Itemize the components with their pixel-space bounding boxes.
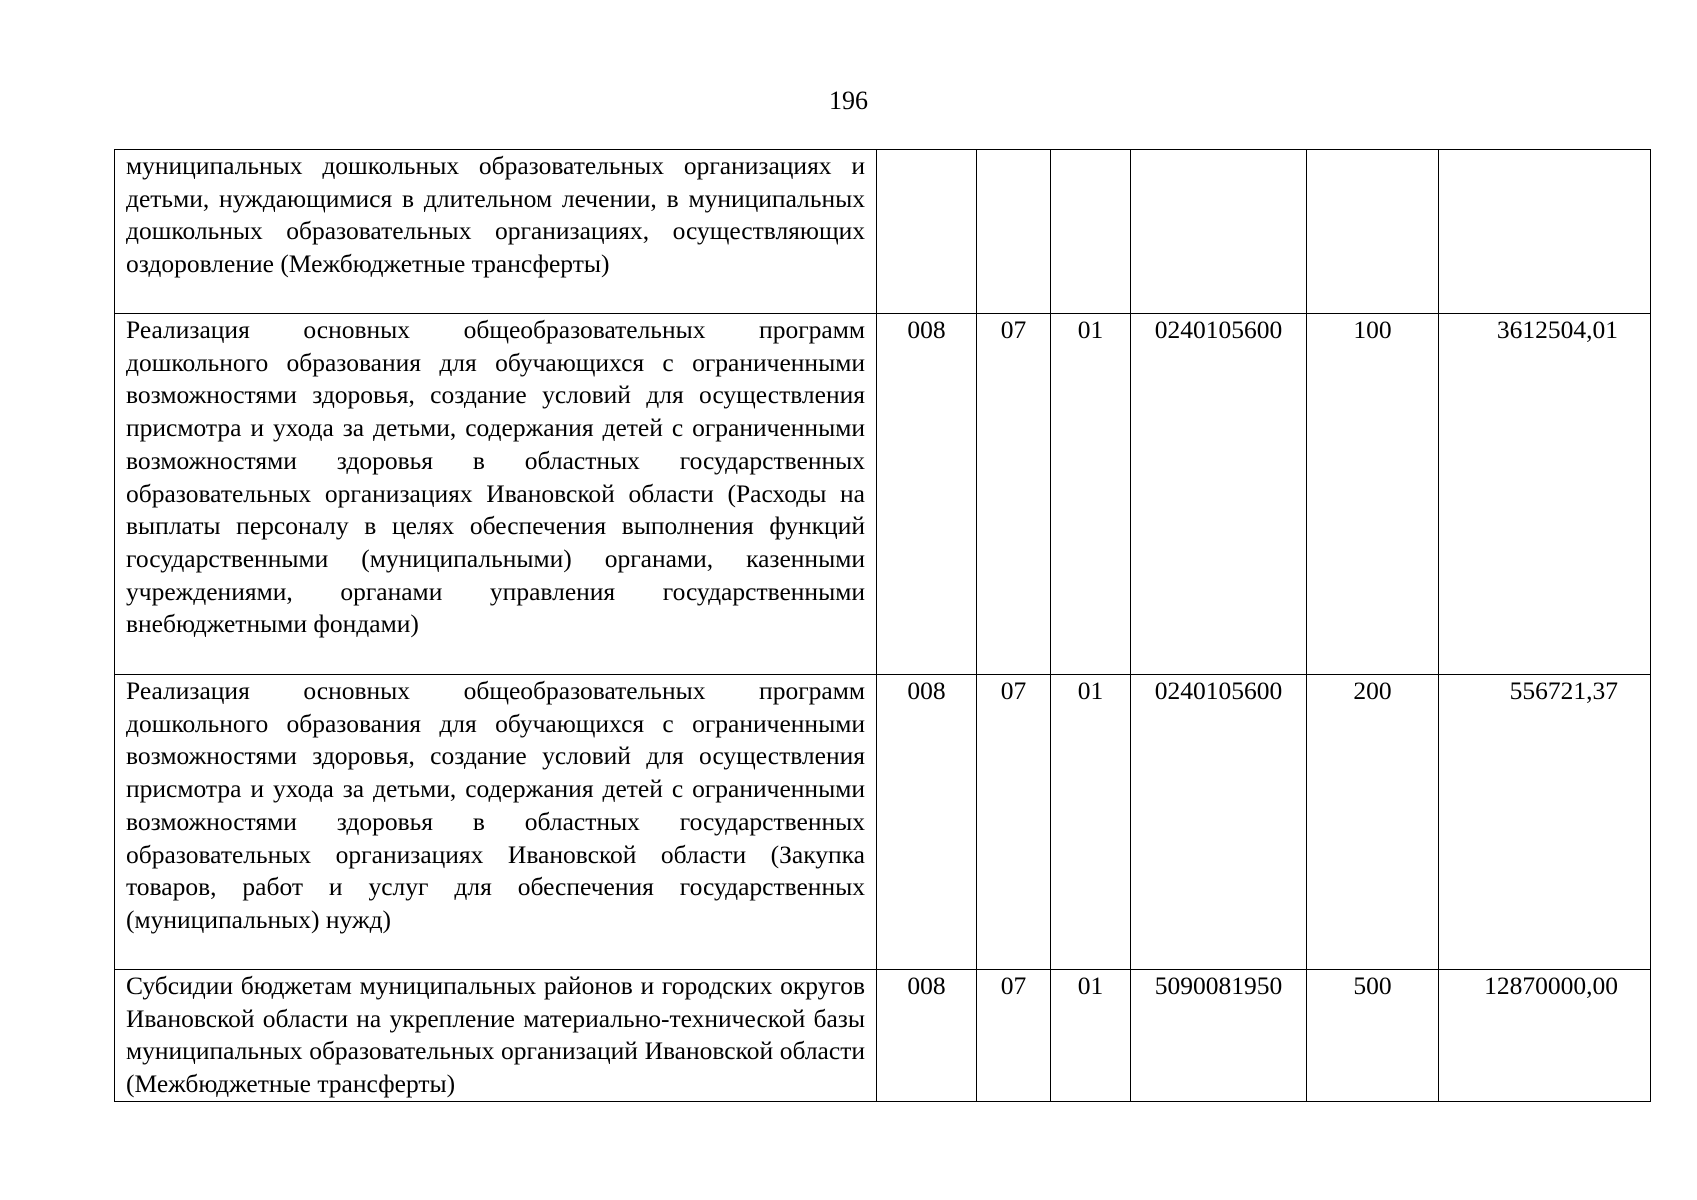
row-subsection-code: 01	[1051, 314, 1131, 675]
row-expense-type-code: 100	[1307, 314, 1439, 675]
row-target-item-code: 0240105600	[1131, 675, 1307, 970]
row-expense-type-code	[1307, 150, 1439, 314]
row-target-item-code: 5090081950	[1131, 970, 1307, 1102]
row-amount: 556721,37	[1439, 675, 1651, 970]
row-target-item-code: 0240105600	[1131, 314, 1307, 675]
table-row	[115, 675, 1651, 970]
row-description: муниципальных дошкольных образовательных организациях и детьми, нуждающимися в длительном лечении, в муниципальных дошкольных образовательных организациях, осуществляющих оздоровление (Межбюджетные трансферты)	[115, 150, 877, 314]
row-grbs-code: 008	[877, 970, 977, 1102]
row-amount: 12870000,00	[1439, 970, 1651, 1102]
row-expense-type-code: 500	[1307, 970, 1439, 1102]
table-row	[115, 150, 1651, 314]
budget-table	[114, 149, 1651, 1102]
row-subsection-code: 01	[1051, 675, 1131, 970]
row-expense-type-code: 200	[1307, 675, 1439, 970]
row-section-code: 07	[977, 675, 1051, 970]
row-subsection-code: 01	[1051, 970, 1131, 1102]
row-section-code	[977, 150, 1051, 314]
table-row	[115, 314, 1651, 675]
row-section-code: 07	[977, 314, 1051, 675]
row-grbs-code: 008	[877, 675, 977, 970]
row-description: Субсидии бюджетам муниципальных районов и городских округов Ивановской области на укрепление материально-технической базы муниципальных образовательных организаций Ивановской области (Межбюджетные трансферты)	[115, 970, 877, 1102]
row-grbs-code: 008	[877, 314, 977, 675]
row-amount: 3612504,01	[1439, 314, 1651, 675]
row-section-code: 07	[977, 970, 1051, 1102]
row-description: Реализация основных общеобразовательных программ дошкольного образования для обучающихся с ограниченными возможностями здоровья, создание условий для осуществления присмотра и ухода за детьми, содержания детей с ограниченными возможностями здоровья в областных государственных образовательных организациях Ивановской области (Закупка товаров, работ и услуг для обеспечения государственных (муниципальных) нужд)	[115, 675, 877, 970]
row-description: Реализация основных общеобразовательных программ дошкольного образования для обучающихся с ограниченными возможностями здоровья, создание условий для осуществления присмотра и ухода за детьми, содержания детей с ограниченными возможностями здоровья в областных государственных образовательных организациях Ивановской области (Расходы на выплаты персоналу в целях обеспечения выполнения функций государственными (муниципальными) органами, казенными учреждениями, органами управления государственными внебюджетными фондами)	[115, 314, 877, 675]
row-subsection-code	[1051, 150, 1131, 314]
row-target-item-code	[1131, 150, 1307, 314]
row-amount	[1439, 150, 1651, 314]
table-row	[115, 970, 1651, 1102]
page-number: 196	[829, 86, 868, 115]
row-grbs-code	[877, 150, 977, 314]
